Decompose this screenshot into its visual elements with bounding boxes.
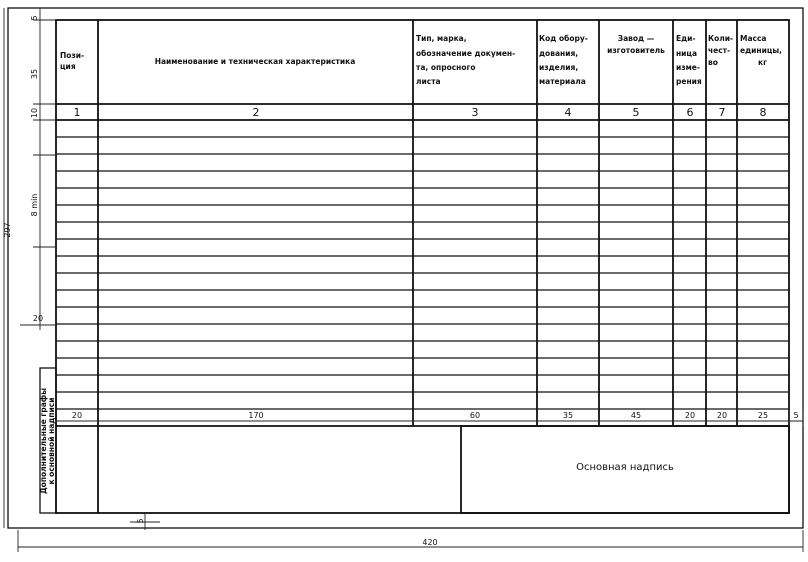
column-number-2: 2 [252,106,260,119]
additional-columns-label-1: Дополнительные графы [39,388,48,494]
dim-header: 35 [30,68,39,80]
header-code-line-3: изделия, [539,63,579,72]
column-number-3: 3 [471,106,479,119]
header-unit-line-4: рения [676,77,702,86]
header-mass-line-1: Масса [740,34,767,43]
header-unit-line-2: ница [676,49,698,58]
dim-row-height: 8 min [30,193,39,217]
width-dim-9: 5 [793,411,799,420]
column-number-5: 5 [632,106,640,119]
header-type-line-2: обозначение докумен- [416,49,516,58]
column-number-1: 1 [73,106,81,119]
width-dim-3: 60 [469,411,481,420]
width-dim-2: 170 [248,411,264,420]
column-number-7: 7 [718,106,726,119]
title-block-label: Основная надпись [576,462,674,473]
dim-sheet-height: 297 [3,222,12,238]
header-mass-line-2: единицы, [740,46,783,55]
column-number-6: 6 [686,106,694,119]
width-dim-5: 45 [630,411,642,420]
dimension-lines [4,8,803,552]
column-lines [98,20,737,513]
header-code-line-4: материала [539,77,586,86]
header-manufacturer-line-1: Завод — [617,34,655,43]
header-manufacturer-line-2: изготовитель [607,46,665,55]
column-number-8: 8 [759,106,767,119]
width-dim-4: 35 [562,411,574,420]
header-type-line-4: листа [416,77,441,86]
header-name-characteristic: Наименование и техническая характеристика [154,57,356,66]
header-unit-line-3: изме- [676,63,700,72]
dim-bottom: 5 [136,518,145,524]
additional-columns-label-2: к основной надписи [47,397,56,485]
header-position-line-1: Пози- [60,51,85,60]
dim-num-row: 10 [30,107,39,119]
header-type-line-3: та, опросного [416,63,476,72]
dim-top: 5 [30,15,39,21]
dim-left-margin: 20 [32,314,44,323]
frame-border [56,20,789,513]
width-dim-7: 20 [716,411,728,420]
column-number-4: 4 [564,106,572,119]
width-dim-8: 25 [757,411,769,420]
header-quantity-line-1: Коли- [708,34,734,43]
row-lines [56,137,789,409]
header-quantity-line-2: чест- [708,46,731,55]
header-unit-line-1: Еди- [676,34,696,43]
header-quantity-line-3: во [708,58,718,67]
width-dim-1: 20 [71,411,83,420]
header-code-line-2: дования, [539,49,579,58]
header-position-line-2: ция [60,62,76,71]
header-type-line-1: Тип, марка, [416,34,467,43]
sheet-border [8,8,803,528]
dim-sheet-width: 420 [422,538,438,547]
header-mass-line-3: кг [758,58,768,67]
header-code-line-1: Код обору- [539,34,588,43]
width-dim-6: 20 [684,411,696,420]
